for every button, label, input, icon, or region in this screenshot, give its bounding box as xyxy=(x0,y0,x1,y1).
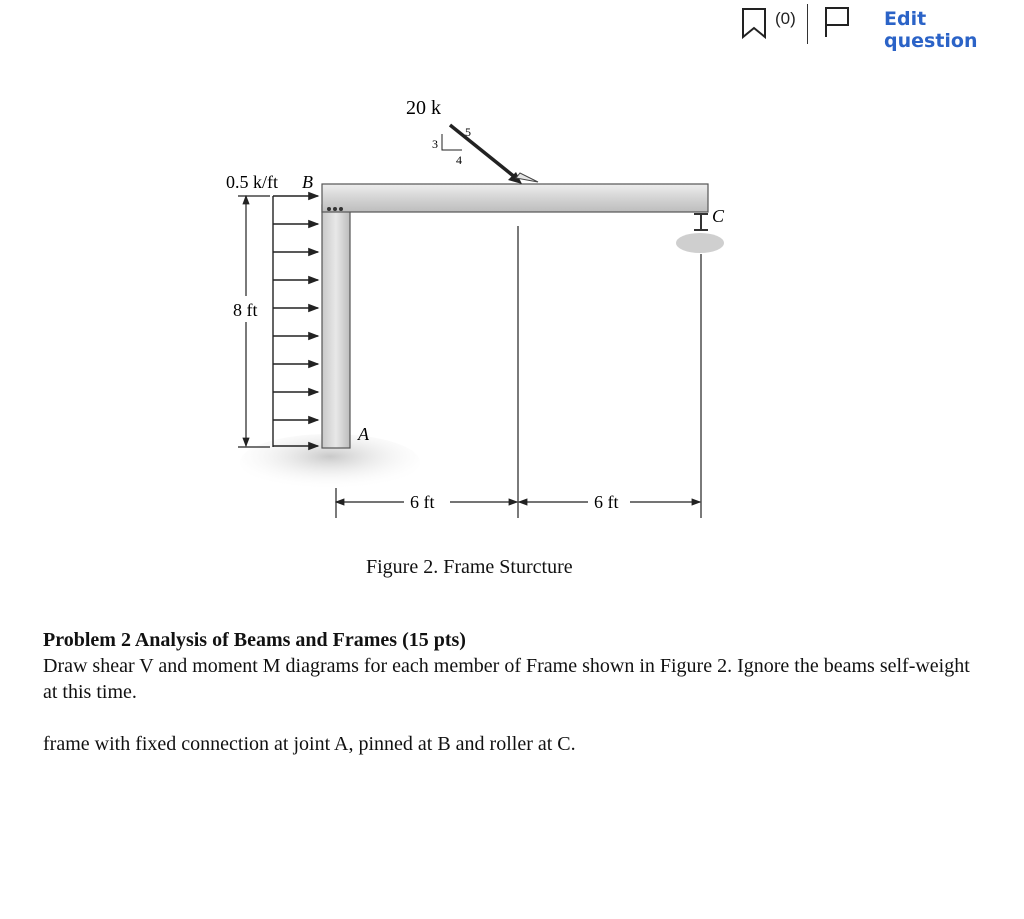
problem-note: frame with fixed connection at joint A, pinned at B and roller at C. xyxy=(43,733,576,755)
problem-statement xyxy=(43,627,983,757)
slope-triangle xyxy=(442,134,462,150)
slope-5: 5 xyxy=(465,125,471,139)
bookmark-count: (0) xyxy=(775,9,796,28)
label-a: A xyxy=(358,424,369,444)
edit-question-button[interactable]: Edit question xyxy=(884,8,978,52)
label-b: B xyxy=(302,172,313,192)
dist-load-label: 0.5 k/ft xyxy=(226,172,278,192)
label-c: C xyxy=(712,206,725,226)
distributed-load xyxy=(273,196,318,447)
height-dimension xyxy=(238,196,270,447)
beam-bc xyxy=(322,184,708,212)
slope-3: 3 xyxy=(432,137,438,151)
support-c xyxy=(694,214,708,230)
load-label: 20 k xyxy=(406,97,441,119)
figure-caption: Figure 2. Frame Sturcture xyxy=(366,556,573,578)
span-1-label: 6 ft xyxy=(410,492,435,512)
slope-4: 4 xyxy=(456,153,462,167)
problem-title: Problem 2 Analysis of Beams and Frames (15 pts) xyxy=(43,629,466,651)
span-2-label: 6 ft xyxy=(594,492,619,512)
point-load xyxy=(450,125,538,184)
problem-body: Draw shear V and moment M diagrams for each member of Frame shown in Figure 2. Ignore the beams self-weight at this time. xyxy=(43,655,970,703)
height-label: 8 ft xyxy=(233,300,258,320)
column-ab xyxy=(322,205,350,448)
pin-b xyxy=(327,207,331,211)
ground-c xyxy=(676,233,724,253)
